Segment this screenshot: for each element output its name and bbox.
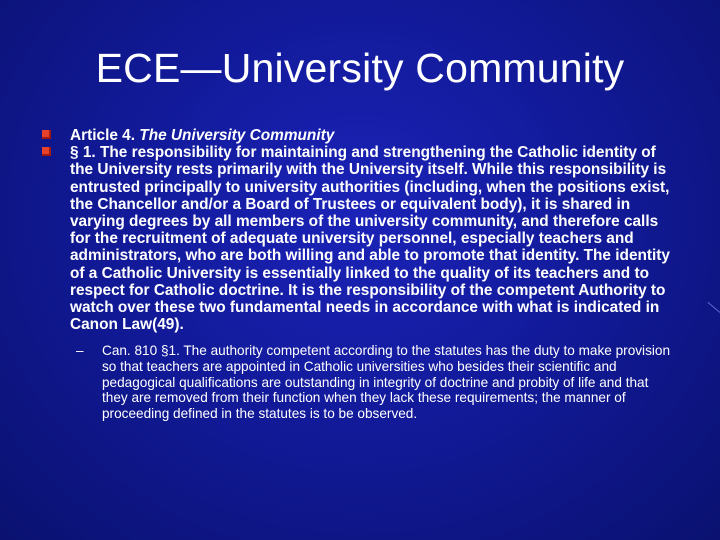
canon-text: Can. 810 §1. The authority competent according to the statutes has the duty to make provision so that teachers are appointed in Catholic universities who besides their scientific and pedagogical qualifications are outstanding in integrity of doctrine and probity of life and that they are removed from their function when they lack these requirements; the manner of proceeding defined in the statutes is to be observed. xyxy=(102,343,671,421)
square-bullet-icon xyxy=(42,147,51,156)
article-label: Article 4. xyxy=(70,127,140,144)
paragraph-text: § 1. The responsibility for maintaining and strengthening the Catholic identity of the University rests primarily with the University itself. While this responsibility is entrusted principally to university authorities (including, when the positions exist, the Chancellor and/or a Board of Trustees or equivalent body), it is shared in varying degrees by all members of the university community, and therefore calls for the recruitment of adequate university personnel, especially teachers and administrators, who are both willing and able to promote that identity. The identity of a Catholic University is essentially linked to the quality of its teachers and to respect for Catholic doctrine. It is the responsibility of the competent Authority to watch over these two fundamental needs in accordance with what is indicated in Canon Law(49). xyxy=(70,144,670,334)
article-title: The University Community xyxy=(139,127,335,144)
dash-bullet-icon: – xyxy=(76,343,84,359)
sub-bullet-canon xyxy=(42,343,676,421)
slide-title: ECE—University Community xyxy=(95,45,625,91)
bullet-paragraph-1 xyxy=(42,144,682,333)
decorative-line xyxy=(707,302,720,313)
bullet-article-heading xyxy=(42,127,682,144)
square-bullet-icon xyxy=(42,130,51,139)
slide-content xyxy=(42,127,682,421)
